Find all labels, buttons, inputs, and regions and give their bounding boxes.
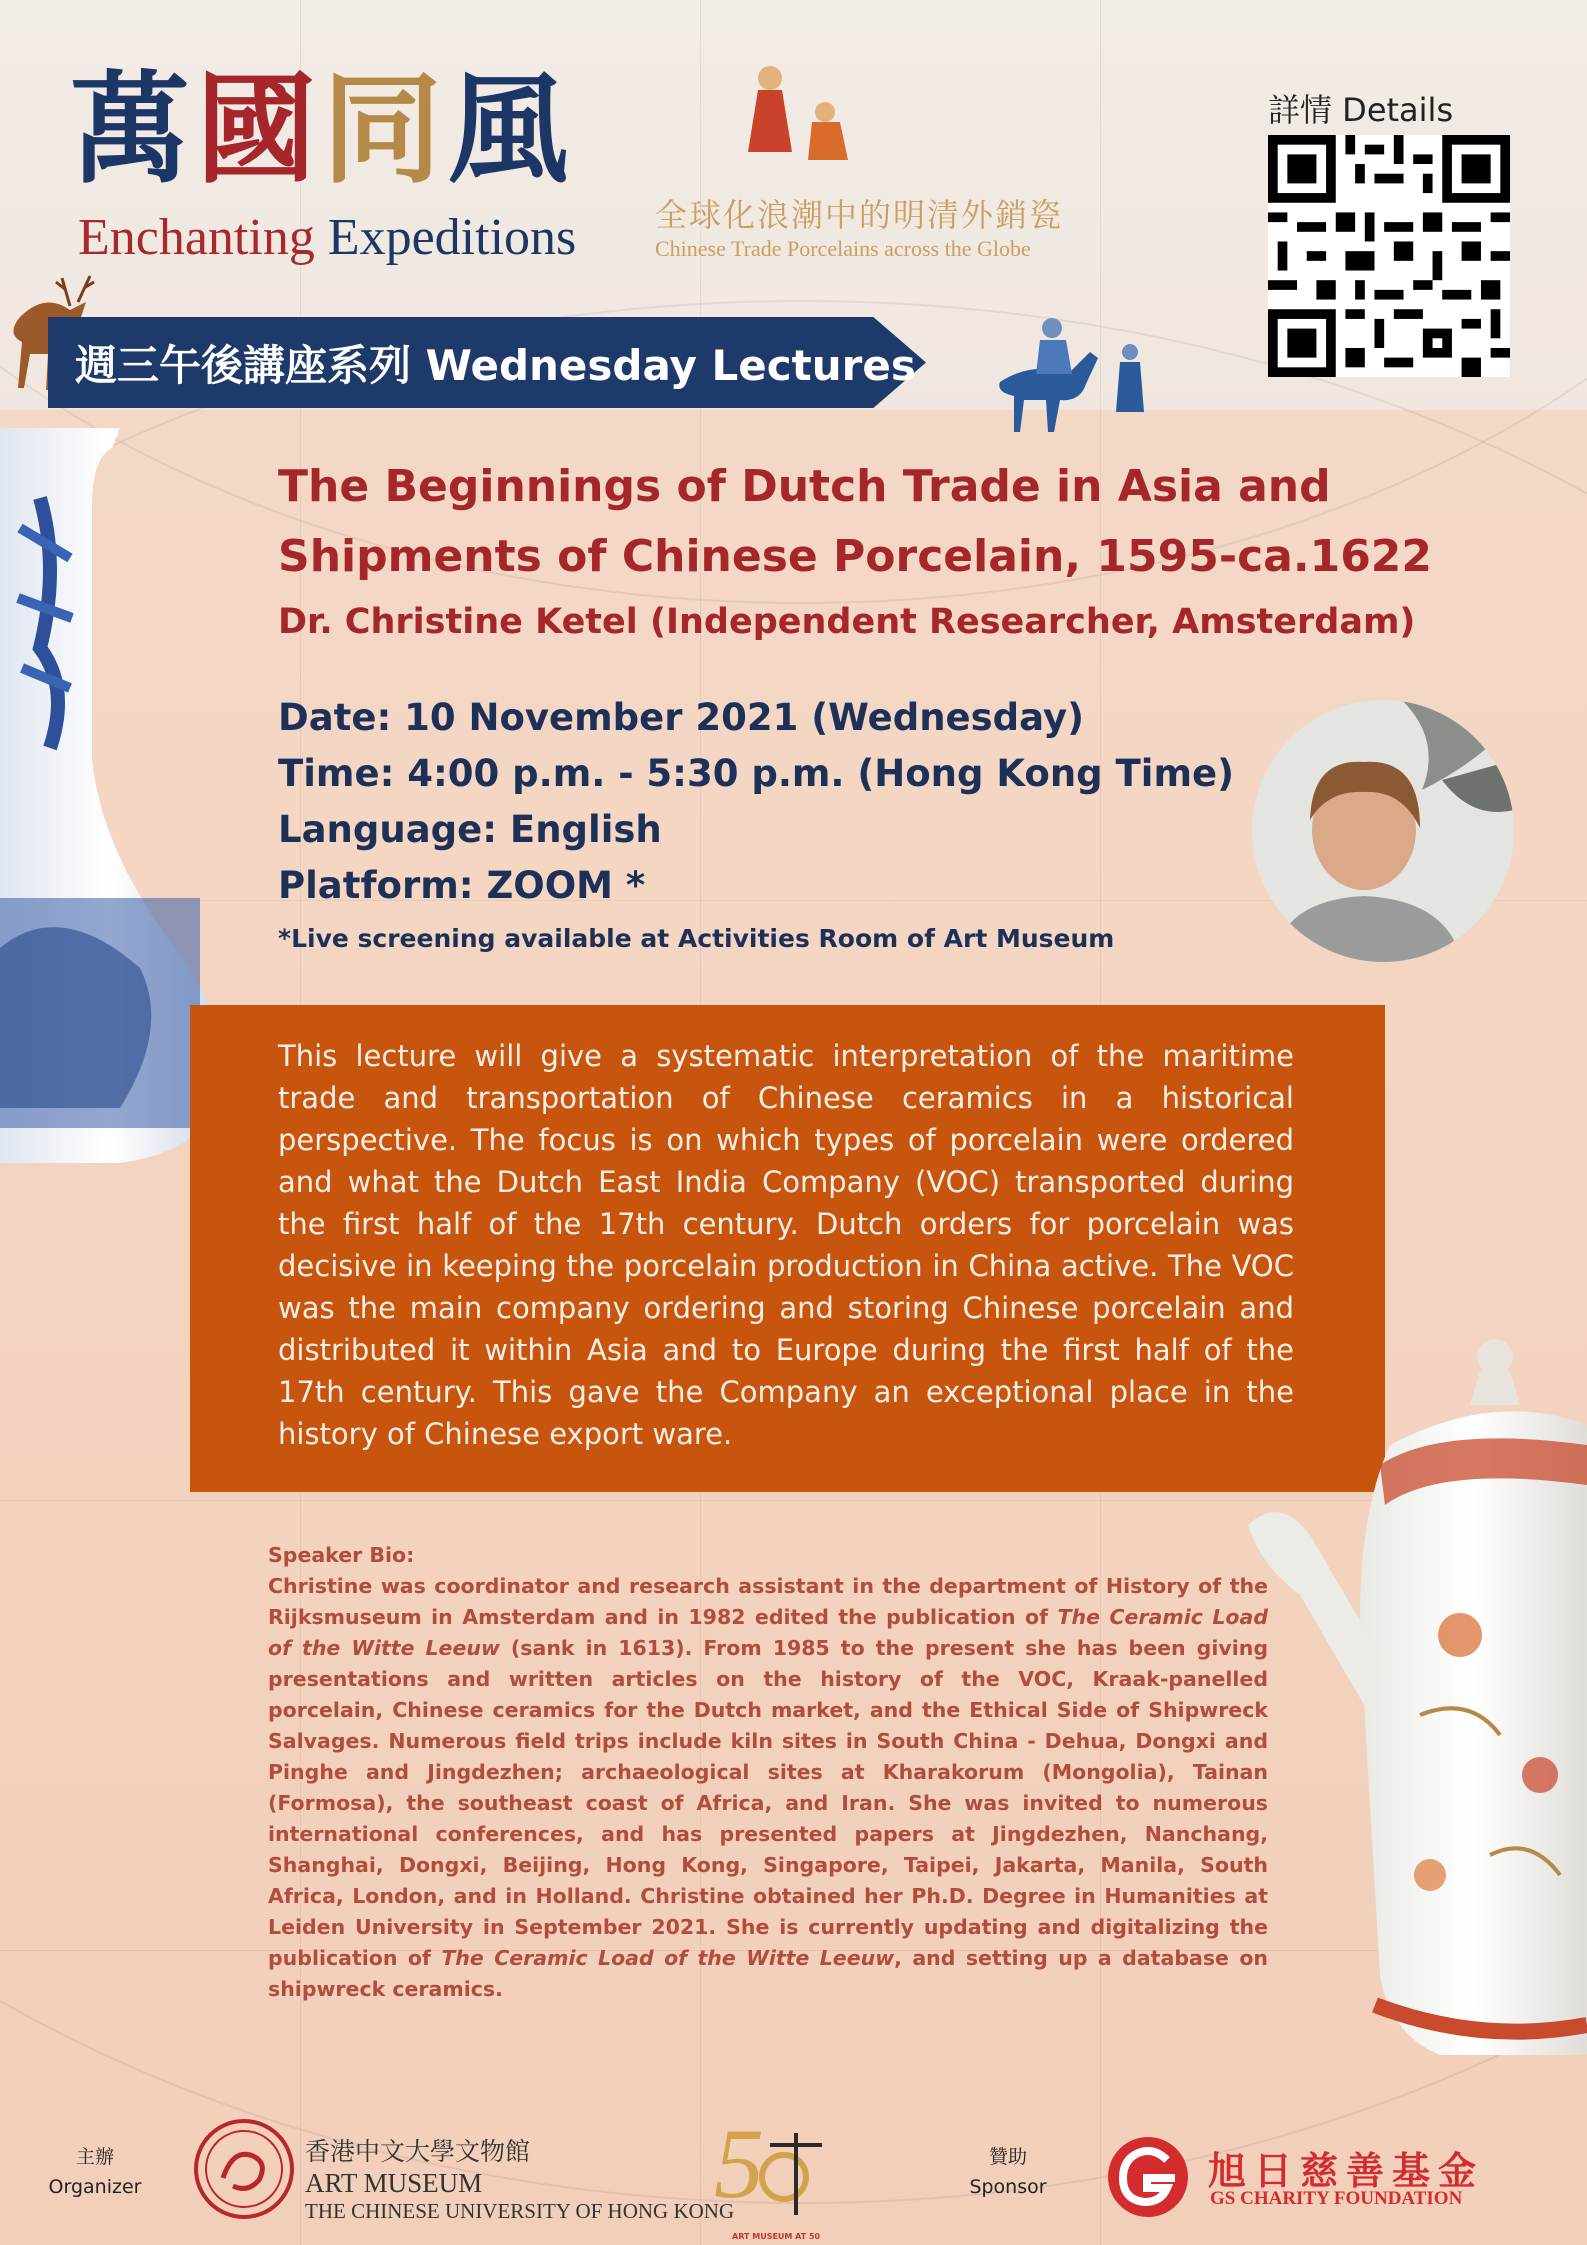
organizer-label-en: Organizer xyxy=(48,2176,142,2198)
details-label: 詳情 Details xyxy=(1268,91,1454,129)
lecture-date: Date: 10 November 2021 (Wednesday) xyxy=(278,696,1085,739)
speaker-photo xyxy=(1252,700,1514,962)
exhibition-title-cn: 萬國同風 xyxy=(70,59,574,200)
lecture-time: Time: 4:00 p.m. - 5:30 p.m. (Hong Kong Time) xyxy=(278,752,1235,795)
bio-publication-title: The Ceramic Load of the Witte Leeuw xyxy=(441,1946,895,1970)
logo-50-caption: ART MUSEUM AT 50 xyxy=(732,2232,821,2241)
lecture-language: Language: English xyxy=(278,808,662,851)
lecture-platform: Platform: ZOOM * xyxy=(278,864,646,907)
figure-illustration xyxy=(730,60,860,170)
lecture-description: This lecture will give a systematic interpretation of the maritime trade and transportation of Chinese ceramics in a historical perspective. The focus is on which types of porcelain were ordered and what the Dutch East India Company (VOC) transported during the first half of the 17th century. Dutch orders for porcelain was decisive in keeping the porcelain production in China active. The VOC was the main company ordering and storing Chinese porcelain and distributed it within Asia and to Europe during the first half of the 17th century. This gave the Company an exceptional place in the history of Chinese export ware. xyxy=(278,1039,1294,1451)
lecture-series-label: 週三午後講座系列 Wednesday Lectures xyxy=(75,341,916,390)
gs-charity-logo xyxy=(1105,2134,1191,2220)
organizer-label xyxy=(45,2142,145,2202)
bio-text: , and setting up a database on shipwreck ceramics. xyxy=(268,1946,1269,2001)
university-name-en: THE CHINESE UNIVERSITY OF HONG KONG xyxy=(305,2199,735,2223)
lecture-title: The Beginnings of Dutch Trade in Asia and Shipments of Chinese Porcelain, 1595-ca.1622 xyxy=(278,461,1433,582)
sponsor-label xyxy=(958,2142,1058,2202)
bio-text: (sank in 1613). From 1985 to the present she has been giving presentations and written articles on the history of the VOC, Kraak-panelled porcelain, Chinese ceramics for the Dutch market, and the Ethical Side of Shipwreck Salvages. Numerous field trips include kiln sites in South China - Dehua, Dongxi and Pinghe and Jingdezhen; archaeological sites at Kharakorum (Mongolia), Tainan (Formosa), the southeast coast of Africa, and Iran. She was invited to numerous international conferences, and has presented papers at Jingdezhen, Nanchang, Shanghai, Dongxi, Beijing, Hong Kong, Singapore, Taipei, Jakarta, Manila, South Africa, London, and in Holland. Christine obtained her Ph.D. Degree in Humanities at Leiden University in September 2021. She is currently updating and digitalizing the publication of xyxy=(268,1636,1269,1970)
sponsor-label-cn: 贊助 xyxy=(988,2146,1027,2168)
horse-rider-illustration xyxy=(990,292,1150,437)
speaker-name: Dr. Christine Ketel (Independent Researcher, Amsterdam) xyxy=(278,602,1416,642)
sponsor-label-en: Sponsor xyxy=(969,2176,1047,2198)
bio-publication-title: The Ceramic Load of the Witte Leeuw xyxy=(268,1605,1268,1660)
exhibition-title-en: Enchanting Expeditions xyxy=(78,209,577,266)
museum-name-cn: 香港中文大學文物館 xyxy=(305,2137,531,2166)
organizer-label-cn: 主辦 xyxy=(75,2146,114,2168)
museum-50th-anniversary-logo xyxy=(710,2105,840,2230)
speaker-portrait xyxy=(1252,700,1514,962)
lecture-details xyxy=(278,690,1234,914)
speaker-bio xyxy=(268,1540,1268,2005)
museum-name-en: ART MUSEUM xyxy=(305,2168,483,2198)
famille-rose-teapot-image xyxy=(1240,1335,1587,2055)
exhibition-subtitle-cn: 全球化浪潮中的明清外銷瓷 xyxy=(655,196,1064,234)
sponsor-name-cn: 旭日慈善基金 xyxy=(1208,2148,1485,2193)
sponsor-name-en: GS CHARITY FOUNDATION xyxy=(1210,2188,1463,2209)
exhibition-subtitle-en: Chinese Trade Porcelains across the Globe xyxy=(655,236,1031,261)
bio-heading: Speaker Bio: xyxy=(268,1543,415,1567)
screening-note: *Live screening available at Activities Room of Art Museum xyxy=(278,924,1115,953)
qr-code[interactable] xyxy=(1268,135,1510,377)
svg-text:5: 5 xyxy=(714,2108,764,2219)
art-museum-logo xyxy=(193,2118,295,2220)
bio-text: Christine was coordinator and research assistant in the department of History of the Rijksmuseum in Amsterdam and in 1982 edited the publication of xyxy=(268,1574,1268,1629)
